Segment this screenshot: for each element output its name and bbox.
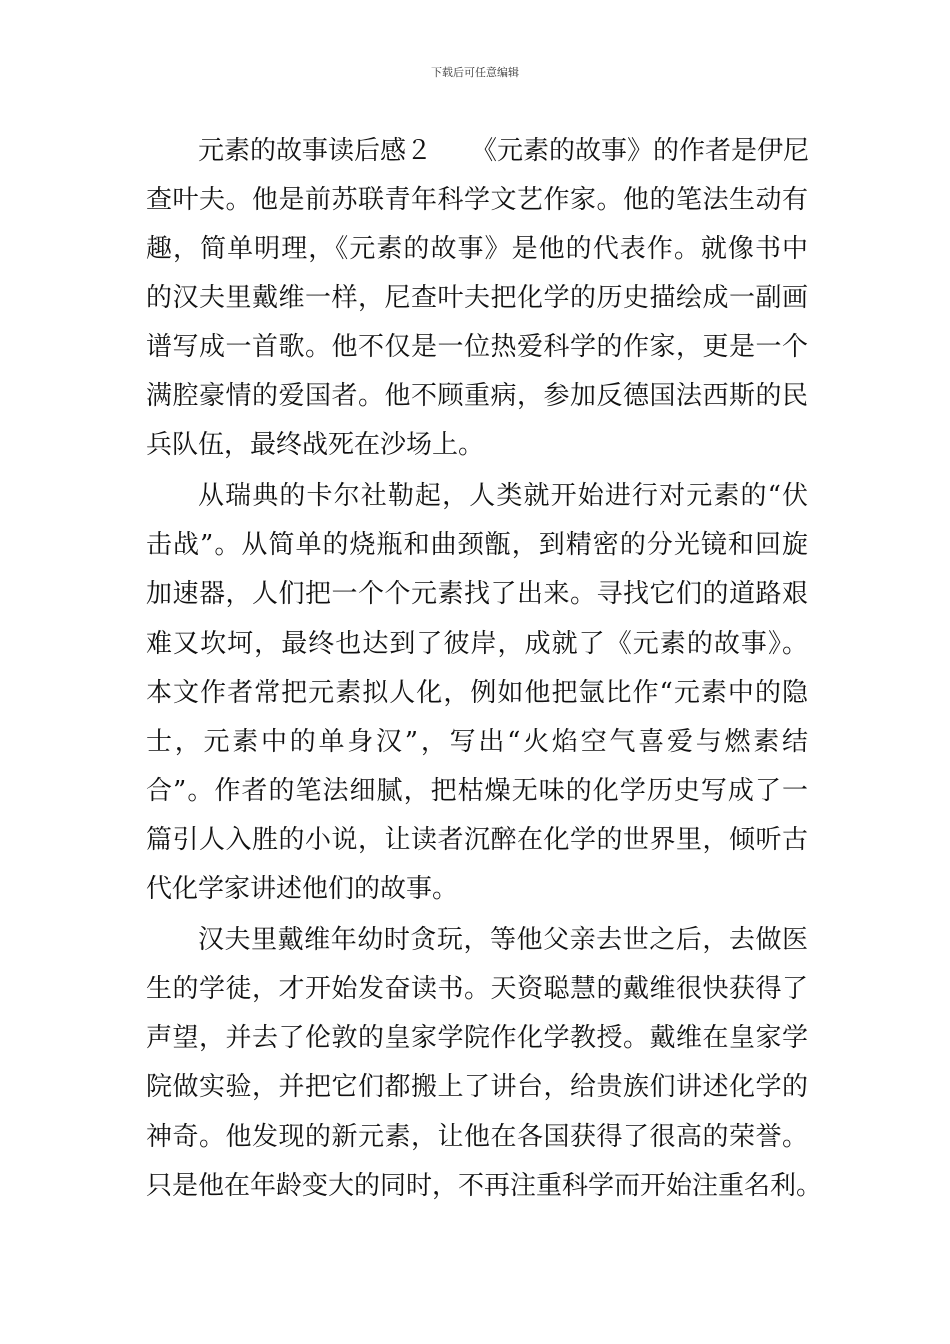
text-line-20: 院做实验，并把它们都搬上了讲台，给贵族们讲述化学的 — [146, 1072, 808, 1102]
text-line-22: 只是他在年龄变大的同时，不再注重科学而开始注重名利。 — [146, 1171, 823, 1201]
text-line-9: 击战”。从简单的烧瓶和曲颈甑，到精密的分光镜和回旋 — [146, 530, 808, 560]
text-line-13: 士，元素中的单身汉”，写出“火焰空气喜爱与燃素结 — [146, 727, 808, 757]
text-line-15: 篇引人入胜的小说，让读者沉醉在化学的世界里，倾听古 — [146, 825, 808, 855]
page-header: 下载后可任意编辑 — [431, 66, 519, 79]
text-line-21: 神奇。他发现的新元素，让他在各国获得了很高的荣誉。 — [146, 1122, 808, 1152]
text-line-10: 加速器，人们把一个个元素找了出来。寻找它们的道路艰 — [146, 579, 808, 609]
text-line-4: 的汉夫里戴维一样，尼查叶夫把化学的历史描绘成一副画 — [146, 283, 808, 313]
text-line-18: 生的学徒，才开始发奋读书。天资聪慧的戴维很快获得了 — [146, 974, 808, 1004]
text-line-2: 查叶夫。他是前苏联青年科学文艺作家。他的笔法生动有 — [146, 185, 808, 215]
text-line-5: 谱写成一首歌。他不仅是一位热爱科学的作家，更是一个 — [146, 332, 808, 362]
text-line-14: 合”。作者的笔法细腻，把枯燥无味的化学历史写成了一 — [146, 776, 808, 806]
text-line-6: 满腔豪情的爱国者。他不顾重病，参加反德国法西斯的民 — [146, 381, 808, 411]
text-line-12: 本文作者常把元素拟人化，例如他把氩比作“元素中的隐 — [146, 678, 808, 708]
text-line-16: 代化学家讲述他们的故事。 — [146, 874, 459, 904]
text-line-19: 声望，并去了伦敦的皇家学院作化学教授。戴维在皇家学 — [146, 1023, 808, 1053]
text-line-1: 元素的故事读后感２ 《元素的故事》的作者是伊尼 — [198, 136, 810, 166]
text-line-11: 难又坎坷，最终也达到了彼岸，成就了《元素的故事》。 — [146, 629, 808, 659]
text-line-3: 趣，简单明理，《元素的故事》是他的代表作。就像书中 — [146, 234, 808, 264]
text-line-17: 汉夫里戴维年幼时贪玩，等他父亲去世之后，去做医 — [198, 925, 808, 955]
text-line-7: 兵队伍，最终战死在沙场上。 — [146, 430, 485, 460]
text-line-8: 从瑞典的卡尔社勒起，人类就开始进行对元素的“伏 — [198, 481, 808, 511]
